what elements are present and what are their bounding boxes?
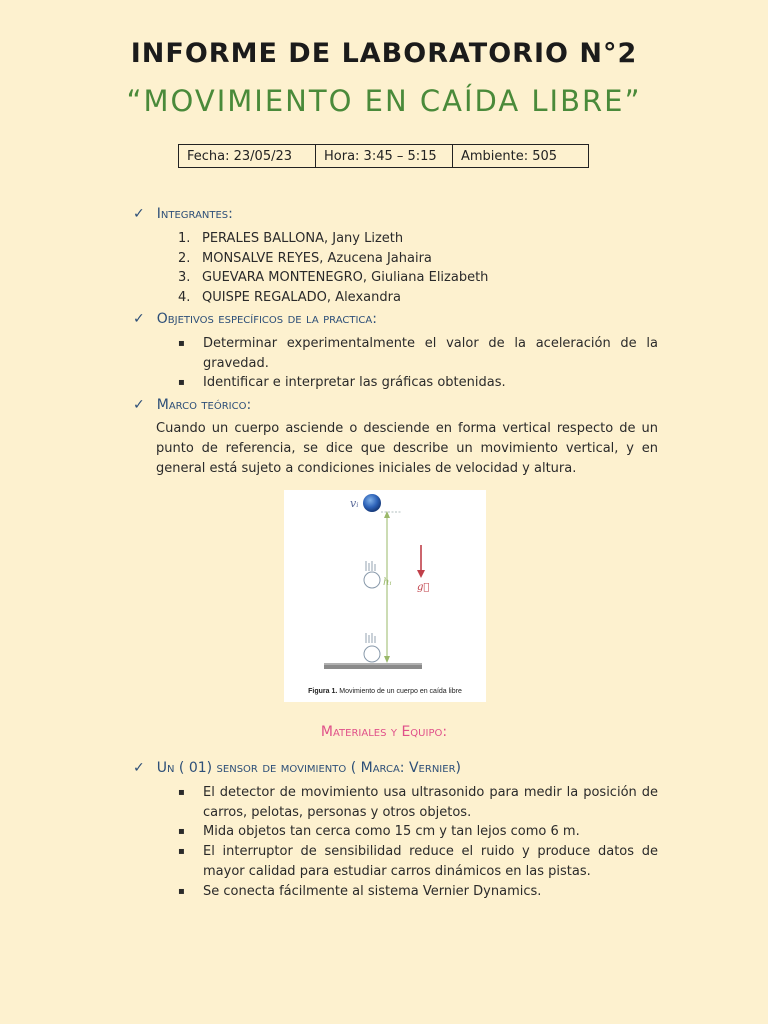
list-item: ▪ Mida objetos tan cerca como 15 cm y tan lejos como 6 m. [178,822,658,842]
materials-heading: Materiales y Equipo: [320,724,448,740]
list-item: 2. MONSALVE REYES, Azucena Jahaira [178,250,432,266]
section-objetivos [133,311,377,327]
list-item: ▪ El interruptor de sensibilidad reduce el ruido y produce datos de mayor calidad para estudiar carros dinámicos en las pistas. [178,842,658,881]
list-item: ▪ Determinar experimentalmente el valor de la aceleración de la gravedad. [178,334,658,373]
figure-caption: Figura 1. Movimiento de un cuerpo en caída libre [308,688,462,695]
ball-top [363,494,381,512]
list-item: ▪ El detector de movimiento usa ultrasonido para medir la posición de carros, pelotas, personas y otros objetos. [178,783,658,822]
list-item: 3. GUEVARA MONTENEGRO, Giuliana Elizabeth [178,270,489,286]
check-icon: ✓ [133,206,145,222]
time-cell: Hora: 3:45 – 5:15 [316,145,453,168]
section-marco-title: Marco teórico: [156,397,252,413]
section-integrantes [133,206,233,222]
info-table [178,144,589,168]
sensor-features-list [178,783,658,901]
section-objetivos-title: Objetivos específicos de la practica: [156,311,377,327]
section-sensor-title: Un ( 01) sensor de movimiento ( Marca: Vernier) [156,760,461,776]
room-cell: Ambiente: 505 [453,145,589,168]
list-item: ▪ Se conecta fácilmente al sistema Vernier Dynamics. [178,882,658,902]
list-item: 4. QUISPE REGALADO, Alexandra [178,290,401,306]
free-fall-diagram [284,490,486,686]
document-subtitle: “MOVIMIENTO EN CAÍDA LIBRE” [126,84,642,118]
check-icon: ✓ [133,760,145,776]
list-item: 1. PERALES BALLONA, Jany Lizeth [178,231,404,246]
section-integrantes-title: Integrantes: [156,206,233,222]
members-list [178,229,488,308]
objectives-list [178,334,658,393]
marco-paragraph: Cuando un cuerpo asciende o desciende en forma vertical respecto de un punto de referencia, se dice que describe un movimiento vertical, y en general está sujeto a condiciones iniciales de velocidad y altura. [156,421,658,476]
check-icon: ✓ [133,397,145,413]
free-fall-figure [284,490,486,702]
list-item: ▪ Identificar e interpretar las gráficas obtenidas. [178,373,658,393]
section-marco [133,397,251,413]
h-label: hᵢ [383,577,392,588]
g-label: g⃗ [417,582,430,593]
check-icon: ✓ [133,311,145,327]
section-sensor [133,760,461,776]
document-title: INFORME DE LABORATORIO N°2 [130,38,638,69]
date-cell: Fecha: 23/05/23 [179,145,316,168]
vi-label: vᵢ [350,497,359,510]
